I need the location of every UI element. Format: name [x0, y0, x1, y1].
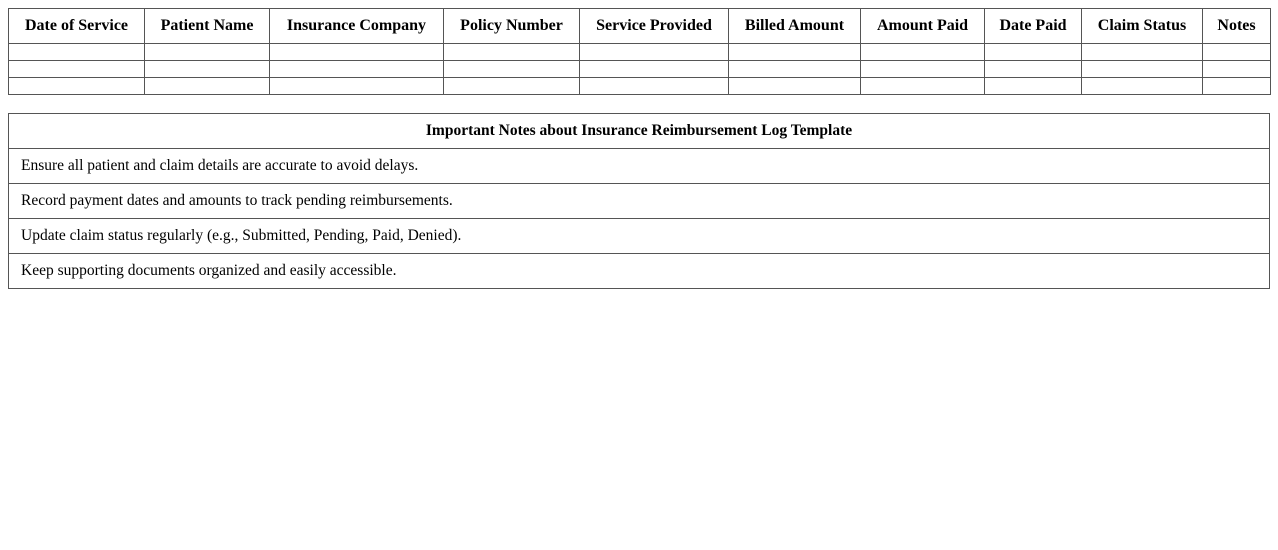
table-cell[interactable]: [444, 44, 580, 61]
table-cell[interactable]: [444, 61, 580, 78]
table-cell[interactable]: [444, 78, 580, 95]
reimbursement-log-table: [8, 8, 1271, 95]
table-cell[interactable]: [985, 78, 1082, 95]
table-cell[interactable]: [145, 61, 270, 78]
table-cell[interactable]: [1203, 78, 1271, 95]
table-cell[interactable]: [9, 61, 145, 78]
list-item: [9, 184, 1270, 219]
table-cell[interactable]: [580, 78, 729, 95]
column-header-date-paid: Date Paid: [985, 9, 1082, 44]
column-header-amount-paid: Amount Paid: [861, 9, 985, 44]
note-text: Ensure all patient and claim details are accurate to avoid delays.: [9, 149, 1270, 184]
table-cell[interactable]: [1082, 61, 1203, 78]
column-header-claim-status: Claim Status: [1082, 9, 1203, 44]
table-cell[interactable]: [985, 61, 1082, 78]
table-cell[interactable]: [1082, 44, 1203, 61]
table-cell[interactable]: [985, 44, 1082, 61]
notes-header-row: [9, 114, 1270, 149]
notes-title: Important Notes about Insurance Reimbursement Log Template: [9, 114, 1270, 149]
note-text: Record payment dates and amounts to track pending reimbursements.: [9, 184, 1270, 219]
list-item: [9, 219, 1270, 254]
table-cell[interactable]: [861, 78, 985, 95]
table-cell[interactable]: [729, 78, 861, 95]
column-header-policy-number: Policy Number: [444, 9, 580, 44]
column-header-service-provided: Service Provided: [580, 9, 729, 44]
table-row: [9, 78, 1271, 95]
table-cell[interactable]: [145, 44, 270, 61]
column-header-patient-name: Patient Name: [145, 9, 270, 44]
table-cell[interactable]: [1082, 78, 1203, 95]
table-row: [9, 44, 1271, 61]
table-cell[interactable]: [729, 44, 861, 61]
column-header-billed-amount: Billed Amount: [729, 9, 861, 44]
table-cell[interactable]: [1203, 44, 1271, 61]
table-cell[interactable]: [580, 61, 729, 78]
table-cell[interactable]: [861, 61, 985, 78]
table-cell[interactable]: [1203, 61, 1271, 78]
column-header-insurance-company: Insurance Company: [270, 9, 444, 44]
list-item: [9, 149, 1270, 184]
list-item: [9, 254, 1270, 289]
column-header-date-of-service: Date of Service: [9, 9, 145, 44]
note-text: Keep supporting documents organized and easily accessible.: [9, 254, 1270, 289]
table-cell[interactable]: [580, 44, 729, 61]
table-cell[interactable]: [9, 44, 145, 61]
note-text: Update claim status regularly (e.g., Submitted, Pending, Paid, Denied).: [9, 219, 1270, 254]
table-row: [9, 61, 1271, 78]
table-cell[interactable]: [270, 44, 444, 61]
table-cell[interactable]: [145, 78, 270, 95]
table-cell[interactable]: [9, 78, 145, 95]
table-cell[interactable]: [729, 61, 861, 78]
table-cell[interactable]: [270, 61, 444, 78]
table-cell[interactable]: [270, 78, 444, 95]
important-notes-table: [8, 113, 1270, 289]
table-header-row: [9, 9, 1271, 44]
table-cell[interactable]: [861, 44, 985, 61]
column-header-notes: Notes: [1203, 9, 1271, 44]
